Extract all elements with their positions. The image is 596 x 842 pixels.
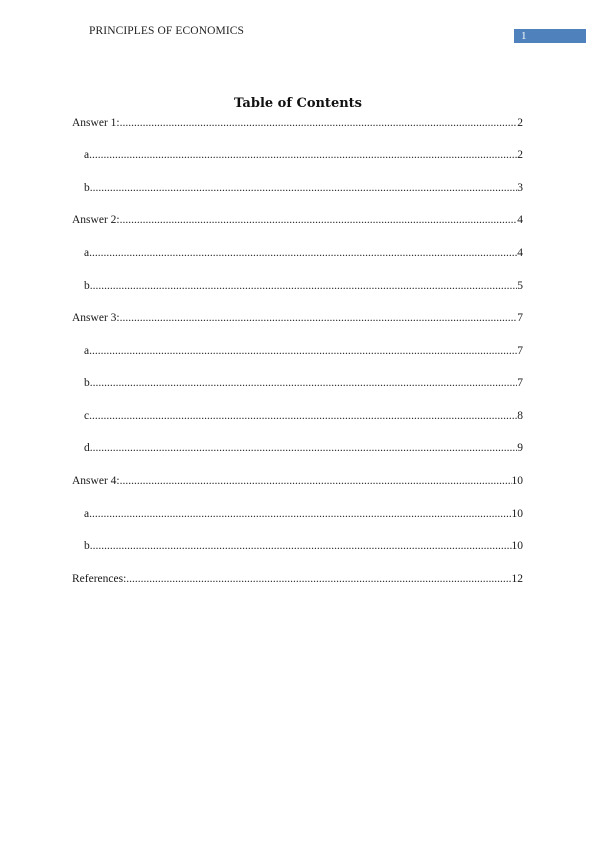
toc-dot-leader [93,539,512,553]
toc-dot-leader [92,507,512,521]
toc-entry-answer-4[interactable] [72,474,523,488]
toc-entry-answer-3[interactable] [72,311,523,325]
toc-entry-label: b. [84,540,93,552]
toc-dot-leader [120,474,512,488]
toc-dot-leader [93,441,518,455]
toc-entry-page: 7 [517,312,523,324]
toc-entry-answer-4-a[interactable] [84,507,523,521]
toc-entry-answer-4-b[interactable] [84,539,523,553]
toc-entry-references[interactable] [72,572,523,586]
toc-entry-page: 7 [517,345,523,357]
toc-entry-label: b. [84,377,93,389]
toc-entry-label: c. [84,410,92,422]
toc-entry-label: Answer 1: [72,117,120,129]
toc-entry-label: a. [84,345,92,357]
page-number-badge: 1 [514,29,586,43]
toc-title: Table of Contents [234,96,362,111]
toc-dot-leader [120,311,518,325]
toc-dot-leader [120,213,518,227]
toc-dot-leader [92,344,517,358]
toc-dot-leader [93,181,518,195]
toc-entry-page: 10 [511,540,523,552]
toc-entry-page: 4 [517,214,523,226]
toc-entry-page: 5 [517,280,523,292]
toc-dot-leader [93,376,518,390]
toc-entry-label: b. [84,280,93,292]
toc-entry-page: 12 [511,573,523,585]
toc-entry-answer-3-b[interactable] [84,376,523,390]
toc-entry-page: 10 [511,508,523,520]
toc-entry-answer-3-a[interactable] [84,344,523,358]
toc-dot-leader [92,409,517,423]
toc-entry-label: Answer 3: [72,312,120,324]
running-head: PRINCIPLES OF ECONOMICS [89,25,245,37]
toc-entry-label: References: [72,573,127,585]
toc-entry-page: 7 [517,377,523,389]
toc-entry-answer-2-a[interactable] [84,246,523,260]
toc-entry-page: 9 [517,442,523,454]
toc-entry-page: 3 [517,182,523,194]
toc-entry-answer-1[interactable] [72,116,523,130]
toc-entry-label: d. [84,442,93,454]
toc-dot-leader [92,246,517,260]
toc-dot-leader [126,572,511,586]
toc-dot-leader [120,116,518,130]
toc-entry-label: Answer 2: [72,214,120,226]
toc-entry-label: a. [84,149,92,161]
toc-entry-answer-2-b[interactable] [84,279,523,293]
toc-dot-leader [92,148,517,162]
toc-entry-answer-1-b[interactable] [84,181,523,195]
toc-entry-page: 2 [517,117,523,129]
toc-entry-answer-3-d[interactable] [84,441,523,455]
toc-entry-page: 2 [517,149,523,161]
toc-entry-page: 8 [517,410,523,422]
toc-dot-leader [93,279,518,293]
toc-entry-answer-2[interactable] [72,213,523,227]
toc-entry-page: 4 [517,247,523,259]
toc-entry-answer-1-a[interactable] [84,148,523,162]
toc-entry-answer-3-c[interactable] [84,409,523,423]
toc-entry-label: a. [84,508,92,520]
toc-entry-page: 10 [511,475,523,487]
toc-entry-label: Answer 4: [72,475,120,487]
toc-entry-label: a. [84,247,92,259]
toc-entry-label: b. [84,182,93,194]
